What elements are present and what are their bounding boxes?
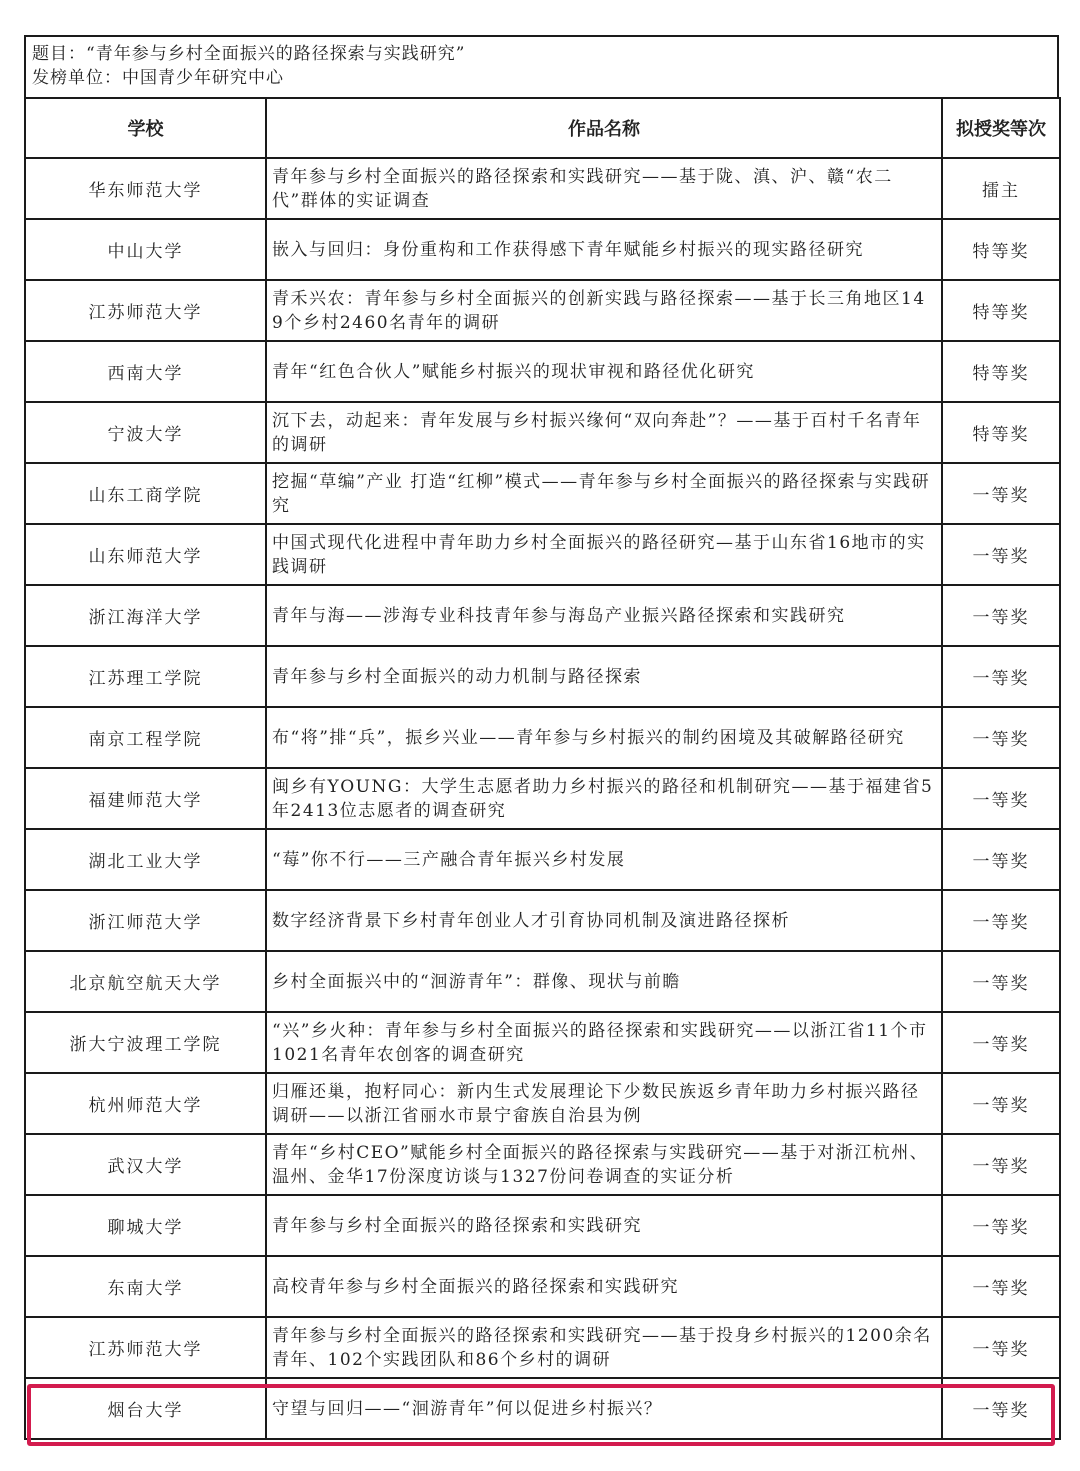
award-cell: 一等奖	[942, 1317, 1060, 1378]
table-row	[25, 1256, 1060, 1317]
title-cell: 青年参与乡村全面振兴的动力机制与路径探索	[266, 646, 942, 707]
table-row	[25, 1134, 1060, 1195]
award-cell: 一等奖	[942, 1134, 1060, 1195]
title-cell: 守望与回归——“洄游青年”何以促进乡村振兴？	[266, 1378, 942, 1439]
award-cell: 一等奖	[942, 1378, 1060, 1439]
title-cell: 归雁还巢，抱籽同心：新内生式发展理论下少数民族返乡青年助力乡村振兴路径调研——以浙江省丽水市景宁畲族自治县为例	[266, 1073, 942, 1134]
title-cell: 布“将”排“兵”，振乡兴业——青年参与乡村振兴的制约困境及其破解路径研究	[266, 707, 942, 768]
school-cell: 山东师范大学	[25, 524, 266, 585]
school-cell: 江苏理工学院	[25, 646, 266, 707]
table-row	[25, 341, 1060, 402]
school-cell: 宁波大学	[25, 402, 266, 463]
school-cell: 聊城大学	[25, 1195, 266, 1256]
award-cell: 特等奖	[942, 219, 1060, 280]
column-header-award: 拟授奖等次	[942, 98, 1060, 158]
title-cell: 沉下去，动起来：青年发展与乡村振兴缘何“双向奔赴”？——基于百村千名青年的调研	[266, 402, 942, 463]
topic-line: 题目：“青年参与乡村全面振兴的路径探索与实践研究”	[32, 44, 466, 64]
award-cell: 一等奖	[942, 829, 1060, 890]
award-cell: 一等奖	[942, 585, 1060, 646]
title-cell: 乡村全面振兴中的“洄游青年”：群像、现状与前瞻	[266, 951, 942, 1012]
award-cell: 一等奖	[942, 524, 1060, 585]
awards-table	[24, 97, 1061, 1440]
table-row	[25, 524, 1060, 585]
award-cell: 一等奖	[942, 890, 1060, 951]
title-cell: 青年“乡村CEO”赋能乡村全面振兴的路径探索与实践研究——基于对浙江杭州、温州、金华17份深度访谈与1327份问卷调查的实证分析	[266, 1134, 942, 1195]
school-cell: 中山大学	[25, 219, 266, 280]
title-cell: 青年“红色合伙人”赋能乡村振兴的现状审视和路径优化研究	[266, 341, 942, 402]
school-cell: 湖北工业大学	[25, 829, 266, 890]
school-cell: 浙江师范大学	[25, 890, 266, 951]
title-cell: 挖掘“草编”产业 打造“红柳”模式——青年参与乡村全面振兴的路径探索与实践研究	[266, 463, 942, 524]
column-header-title: 作品名称	[266, 98, 942, 158]
column-header-school: 学校	[25, 98, 266, 158]
award-cell: 一等奖	[942, 1195, 1060, 1256]
publisher-line: 发榜单位：中国青少年研究中心	[32, 68, 284, 88]
school-cell: 南京工程学院	[25, 707, 266, 768]
title-cell: 嵌入与回归：身份重构和工作获得感下青年赋能乡村振兴的现实路径研究	[266, 219, 942, 280]
school-cell: 烟台大学	[25, 1378, 266, 1439]
table-row	[25, 463, 1060, 524]
award-cell: 特等奖	[942, 402, 1060, 463]
school-cell: 杭州师范大学	[25, 1073, 266, 1134]
school-cell: 福建师范大学	[25, 768, 266, 829]
document-header	[24, 35, 1059, 97]
award-cell: 一等奖	[942, 1012, 1060, 1073]
award-cell: 一等奖	[942, 463, 1060, 524]
table-row	[25, 402, 1060, 463]
table-row-highlighted	[25, 1378, 1060, 1439]
school-cell: 江苏师范大学	[25, 280, 266, 341]
title-cell: “莓”你不行——三产融合青年振兴乡村发展	[266, 829, 942, 890]
award-cell: 一等奖	[942, 646, 1060, 707]
title-cell: 中国式现代化进程中青年助力乡村全面振兴的路径研究—基于山东省16地市的实践调研	[266, 524, 942, 585]
title-cell: 高校青年参与乡村全面振兴的路径探索和实践研究	[266, 1256, 942, 1317]
title-cell: 青年参与乡村全面振兴的路径探索和实践研究	[266, 1195, 942, 1256]
title-cell: 闽乡有YOUNG：大学生志愿者助力乡村振兴的路径和机制研究——基于福建省5年2413位志愿者的调查研究	[266, 768, 942, 829]
award-cell: 一等奖	[942, 1256, 1060, 1317]
award-cell: 特等奖	[942, 341, 1060, 402]
school-cell: 浙大宁波理工学院	[25, 1012, 266, 1073]
school-cell: 武汉大学	[25, 1134, 266, 1195]
title-cell: “兴”乡火种：青年参与乡村全面振兴的路径探索和实践研究——以浙江省11个市1021名青年农创客的调查研究	[266, 1012, 942, 1073]
table-row	[25, 829, 1060, 890]
school-cell: 西南大学	[25, 341, 266, 402]
table-row	[25, 1195, 1060, 1256]
award-cell: 一等奖	[942, 951, 1060, 1012]
table-row	[25, 219, 1060, 280]
award-cell: 一等奖	[942, 1073, 1060, 1134]
award-cell: 一等奖	[942, 768, 1060, 829]
table-row	[25, 1073, 1060, 1134]
table-row	[25, 951, 1060, 1012]
award-cell: 一等奖	[942, 707, 1060, 768]
table-row	[25, 890, 1060, 951]
award-cell: 擂主	[942, 158, 1060, 219]
award-cell: 特等奖	[942, 280, 1060, 341]
school-cell: 华东师范大学	[25, 158, 266, 219]
table-row	[25, 280, 1060, 341]
title-cell: 青禾兴农：青年参与乡村全面振兴的创新实践与路径探索——基于长三角地区149个乡村2460名青年的调研	[266, 280, 942, 341]
table-header-row	[25, 98, 1060, 158]
title-cell: 青年参与乡村全面振兴的路径探索和实践研究——基于投身乡村振兴的1200余名青年、102个实践团队和86个乡村的调研	[266, 1317, 942, 1378]
title-cell: 青年参与乡村全面振兴的路径探索和实践研究——基于陇、滇、沪、赣“农二代”群体的实证调查	[266, 158, 942, 219]
school-cell: 浙江海洋大学	[25, 585, 266, 646]
school-cell: 山东工商学院	[25, 463, 266, 524]
awards-document	[24, 35, 1059, 1440]
table-row	[25, 707, 1060, 768]
title-cell: 青年与海——涉海专业科技青年参与海岛产业振兴路径探索和实践研究	[266, 585, 942, 646]
title-cell: 数字经济背景下乡村青年创业人才引育协同机制及演进路径探析	[266, 890, 942, 951]
table-row	[25, 585, 1060, 646]
table-row	[25, 1317, 1060, 1378]
table-row	[25, 768, 1060, 829]
school-cell: 北京航空航天大学	[25, 951, 266, 1012]
school-cell: 江苏师范大学	[25, 1317, 266, 1378]
table-row	[25, 158, 1060, 219]
table-row	[25, 1012, 1060, 1073]
school-cell: 东南大学	[25, 1256, 266, 1317]
table-row	[25, 646, 1060, 707]
